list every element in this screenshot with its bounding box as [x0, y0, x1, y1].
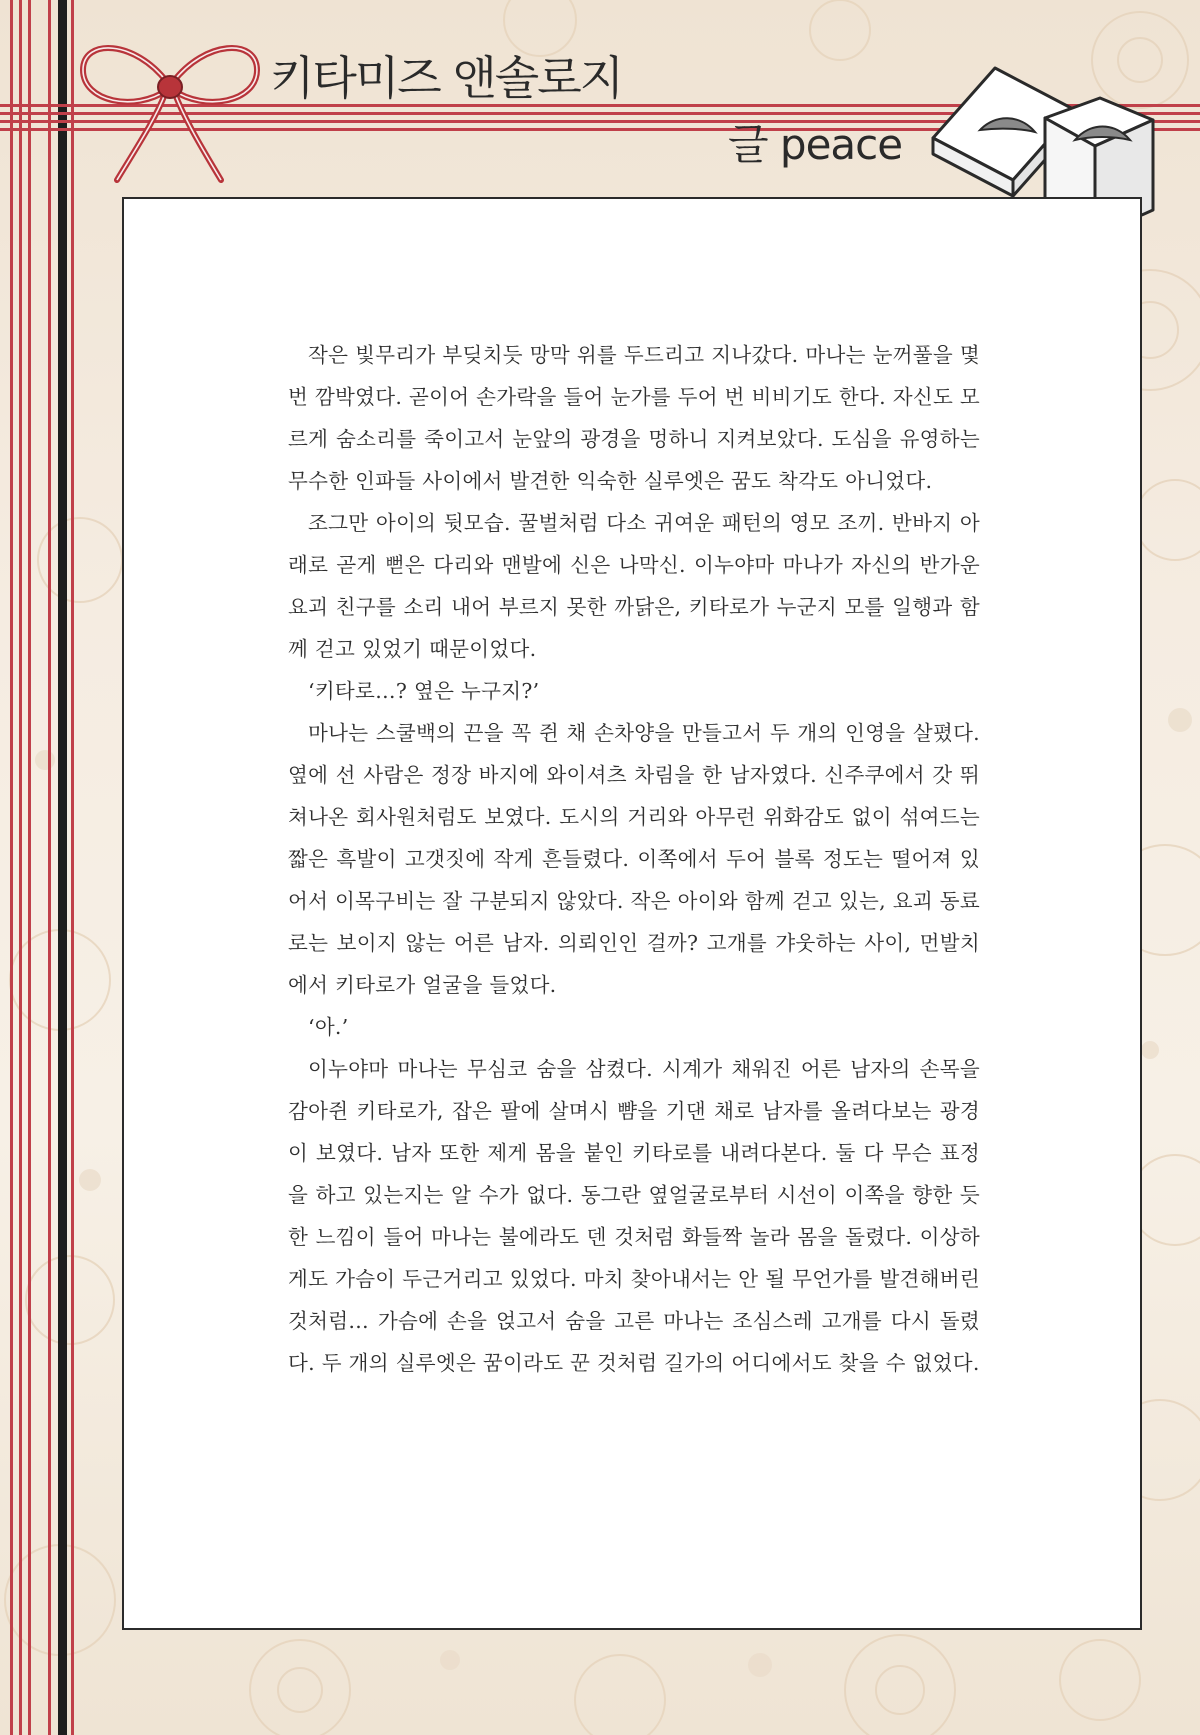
- story-paragraph-2: 조그만 아이의 뒷모습. 꿀벌처럼 다소 귀여운 패턴의 영모 조끼. 반바지 아래로 곧게 뻗은 다리와 맨발에 신은 나막신. 이누야마 마나가 자신의 반가운 요괴 친구를 소리 내어 부르지 못한 까닭은, 키타로가 누군지 모를 일행과 함께 걷고 있었기 때문이었다.: [288, 511, 980, 661]
- story-paragraph-1: 작은 빛무리가 부딪치듯 망막 위를 두드리고 지나갔다. 마나는 눈꺼풀을 몇 번 깜박였다. 곧이어 손가락을 들어 눈가를 두어 번 비비기도 한다. 자신도 모르게 숨소리를 죽이고서 눈앞의 광경을 멍하니 지켜보았다. 도심을 유영하는 무수한 인파들 사이에서 발견한 익숙한 실루엣은 꿈도 착각도 아니었다.: [288, 343, 980, 493]
- vertical-cord-stripes: [10, 0, 85, 1735]
- story-paragraph-5: ‘아.’: [308, 1015, 349, 1039]
- story-text: [288, 334, 980, 1384]
- story-paragraph-4: 마나는 스쿨백의 끈을 꼭 쥔 채 손차양을 만들고서 두 개의 인영을 살폈다. 옆에 선 사람은 정장 바지에 와이셔츠 차림을 한 남자였다. 신주쿠에서 갓 뛰쳐나온 회사원처럼도 보였다. 도시의 거리와 아무런 위화감도 없이 섞여드는 짧은 흑발이 고갯짓에 작게 흔들렸다. 이쪽에서 두어 블록 정도는 떨어져 있어서 이목구비는 잘 구분되지 않았다. 작은 아이와 함께 걷고 있는, 요괴 동료로는 보이지 않는 어른 남자. 의뢰인인 걸까? 고개를 갸웃하는 사이, 먼발치에서 키타로가 얼굴을 들었다.: [288, 721, 980, 997]
- page-title: 키타미즈 앤솔로지: [270, 51, 623, 105]
- story-paragraph-6: 이누야마 마나는 무심코 숨을 삼켰다. 시계가 채워진 어른 남자의 손목을 감아쥔 키타로가, 잡은 팔에 살며시 뺨을 기댄 채로 남자를 올려다보는 광경이 보였다. 남자 또한 제게 몸을 붙인 키타로를 내려다본다. 둘 다 무슨 표정을 하고 있는지는 알 수가 없다. 동그란 옆얼굴로부터 시선이 이쪽을 향한 듯한 느낌이 들어 마나는 불에라도 덴 것처럼 화들짝 놀라 몸을 돌렸다. 이상하게도 가슴이 두근거리고 있었다. 마치 찾아내서는 안 될 무언가를 발견해버린 것처럼… 가슴에 손을 얹고서 숨을 고른 마나는 조심스레 고개를 다시 돌렸다. 두 개의 실루엣은 꿈이라도 꾼 것처럼 길가의 어디에서도 찾을 수 없었다.: [288, 1057, 980, 1375]
- author-byline: 글 peace: [728, 120, 903, 169]
- story-paragraph-3: ‘키타로…? 옆은 누구지?’: [308, 679, 540, 703]
- red-bow-icon: [75, 20, 265, 190]
